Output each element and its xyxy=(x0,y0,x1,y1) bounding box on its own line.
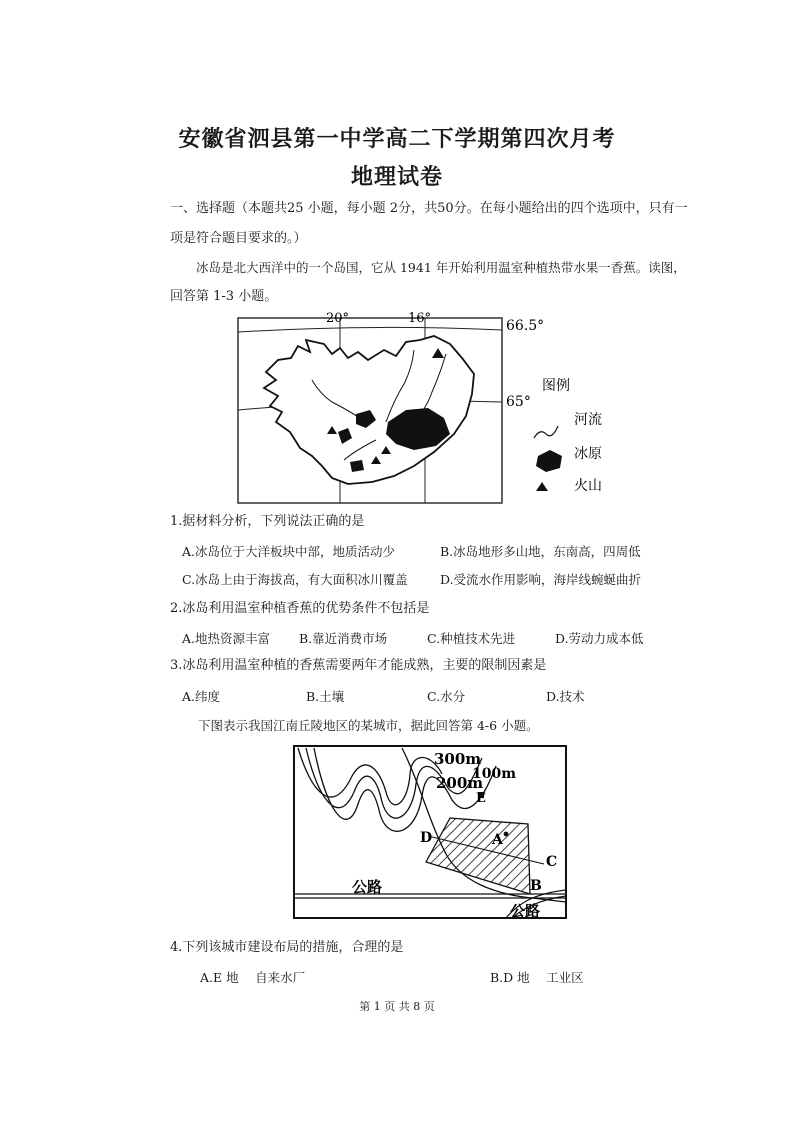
section-instruction-line2: 项是符合题目要求的。） xyxy=(170,231,307,246)
lat-label-66-5: 66.5° xyxy=(506,318,545,334)
label-a: A xyxy=(492,832,503,848)
question-2-option-d: D.劳动力成本低 xyxy=(555,631,644,646)
label-e: E xyxy=(476,791,486,806)
road-label-1: 公路 xyxy=(352,878,383,896)
point-a-marker xyxy=(504,832,509,837)
legend-river-label: 河流 xyxy=(574,412,602,428)
question-1-option-a: A.冰岛位于大洋板块中部，地质活动少 xyxy=(182,544,396,559)
question-3-stem: 3.冰岛利用温室种植的香蕉需要两年才能成熟，主要的限制因素是 xyxy=(170,658,547,673)
material1-line2: 回答第 1-3 小题。 xyxy=(170,289,278,304)
question-2-stem: 2.冰岛利用温室种植香蕉的优势条件不包括是 xyxy=(170,601,430,616)
legend-volcano-symbol xyxy=(536,482,548,491)
contour-label-300: 300m xyxy=(434,750,482,768)
city-contour-map xyxy=(292,744,572,922)
lat-label-65: 65° xyxy=(506,394,531,410)
exam-title: 安徽省泗县第一中学高二下学期第四次月考 xyxy=(178,126,616,152)
label-c: C xyxy=(546,854,558,870)
section-instruction-line1: 一、选择题（本题共25 小题，每小题 2分，共50分。在每小题给出的四个选项中，只有一 xyxy=(170,201,688,216)
question-1-stem: 1.据材料分析，下列说法正确的是 xyxy=(170,514,365,529)
lon-label-16: 16° xyxy=(408,311,432,326)
question-1-option-b: B.冰岛地形多山地，东南高，四周低 xyxy=(440,544,641,559)
road-label-2: 公路 xyxy=(510,902,541,920)
legend-title: 图例 xyxy=(542,378,570,394)
legend-glacier-symbol xyxy=(536,450,562,472)
contour-label-200: 200m xyxy=(436,774,484,792)
lon-label-20: 20° xyxy=(326,311,350,326)
question-4-stem: 4.下列该城市建设布局的措施，合理的是 xyxy=(170,940,404,955)
question-3-option-b: B.土壤 xyxy=(306,689,345,704)
contour-label-100: 100m xyxy=(472,766,517,782)
question-3-option-d: D.技术 xyxy=(546,689,585,704)
question-4-option-a: A.E 地 自来水厂 xyxy=(200,970,306,985)
material2-line1: 下图表示我国江南丘陵地区的某城市，据此回答第 4-6 小题。 xyxy=(198,718,539,733)
label-d: D xyxy=(420,830,433,846)
question-2-option-c: C.种植技术先进 xyxy=(427,631,516,646)
label-b: B xyxy=(530,878,542,894)
exam-subtitle: 地理试卷 xyxy=(350,164,443,190)
iceland-outline xyxy=(264,336,474,484)
glacier-myrdalsjokull xyxy=(350,460,364,472)
question-4-option-b: B.D 地 工业区 xyxy=(490,970,584,985)
arctic-circle-line xyxy=(238,327,502,332)
question-1-option-d: D.受流水作用影响，海岸线蜿蜒曲折 xyxy=(440,572,642,587)
question-3-option-c: C.水分 xyxy=(427,689,466,704)
question-3-option-a: A.纬度 xyxy=(182,689,221,704)
iceland-map xyxy=(236,310,602,510)
legend-river-symbol xyxy=(534,426,558,438)
question-2-option-b: B.靠近消费市场 xyxy=(299,631,388,646)
legend-glacier-label: 冰原 xyxy=(574,446,602,462)
legend-volcano-label: 火山 xyxy=(574,478,602,494)
question-1-option-c: C.冰岛上由于海拔高，有大面积冰川覆盖 xyxy=(182,572,408,587)
page-number: 第 1 页 共 8 页 xyxy=(359,1000,435,1013)
question-2-option-a: A.地热资源丰富 xyxy=(182,631,271,646)
material1-line1: 冰岛是北大西洋中的一个岛国，它从 1941 年开始利用温室种植热带水果一香蕉。读图， xyxy=(196,260,686,275)
